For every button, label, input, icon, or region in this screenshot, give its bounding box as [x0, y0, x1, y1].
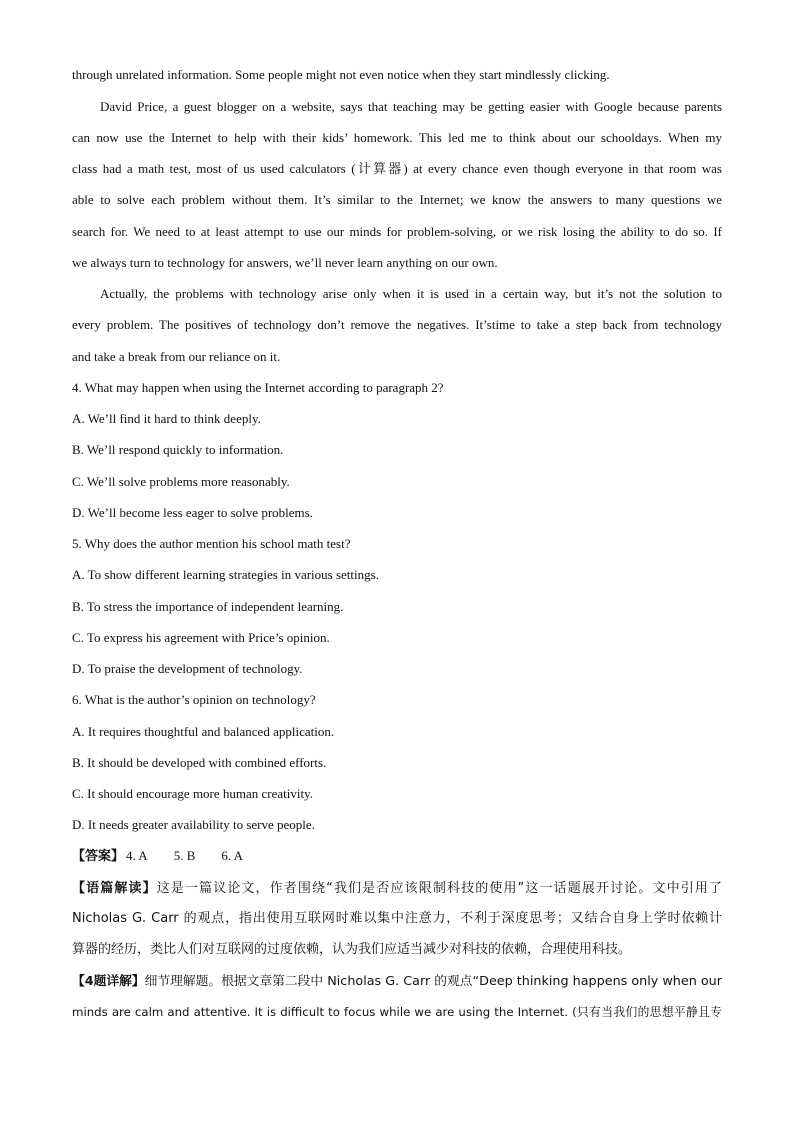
- question-6-option-a: A. It requires thoughtful and balanced application.: [72, 724, 335, 739]
- detail-4-line: [72, 973, 722, 989]
- question-4-stem: 4. What may happen when using the Internet according to paragraph 2?: [72, 380, 444, 395]
- analysis-text: 这是一篇议论文，作者围绕“我们是否应该限制科技的使用”这一话题展开讨论。文中引用了: [156, 881, 722, 896]
- question-4-option-a: A. We’ll find it hard to think deeply.: [72, 411, 261, 426]
- paragraph-3-line: can now use the Internet to help with their kids’ homework. This led me to think about our schooldays. When my: [72, 130, 722, 145]
- question-6-option-c: C. It should encourage more human creativity.: [72, 786, 314, 801]
- paragraph-4-line: Actually, the problems with technology arise only when it is used in a certain way, but it’s not the solution to: [100, 286, 722, 301]
- detail-4-line: minds are calm and attentive. It is difficult to focus while we are using the Internet. (只有当我们的思想平静且专: [72, 1005, 722, 1019]
- question-6-option-d: D. It needs greater availability to serve people.: [72, 817, 315, 832]
- answer-4: 4. A: [126, 848, 148, 863]
- paragraph-3-line: search for. We need to at least attempt to use our minds for problem-solving, or we risk losing the ability to do so. If: [72, 224, 722, 239]
- analysis-line: 算器的经历，类比人们对互联网的过度依赖，认为我们应适当减少对科技的依赖，合理使用科技。: [72, 942, 632, 957]
- paragraph-3-line: able to solve each problem without them. It’s similar to the Internet; we know the answers to many questions we: [72, 192, 722, 207]
- question-6-option-b: B. It should be developed with combined efforts.: [72, 755, 327, 770]
- detail-4-text: 细节理解题。根据文章第二段中 Nicholas G. Carr 的观点“Deep thinking happens only when our: [144, 974, 722, 989]
- paragraph-4-line: every problem. The positives of technology don’t remove the negatives. It’stime to take a step back from technology: [72, 317, 722, 332]
- question-4-option-b: B. We’ll respond quickly to information.: [72, 442, 284, 457]
- answer-6: 6. A: [221, 848, 244, 863]
- paragraph-1-tail: through unrelated information. Some people might not even notice when they start mindlessly clicking.: [72, 67, 610, 82]
- detail-4-label: 【4题详解】: [72, 974, 145, 989]
- analysis-line: Nicholas G. Carr 的观点，指出使用互联网时难以集中注意力，不利于深度思考；又结合自身上学时依赖计: [72, 911, 722, 926]
- paragraph-3-line: class had a math test, most of us used calculators (计算器) at every chance even though everyone in that room was: [72, 161, 722, 176]
- paragraph-3-line: we always turn to technology for answers, we’ll never learn anything on our own.: [72, 255, 498, 270]
- question-5-option-a: A. To show different learning strategies in various settings.: [72, 567, 379, 582]
- answer-line: [72, 848, 722, 864]
- question-4-option-d: D. We’ll become less eager to solve problems.: [72, 505, 313, 520]
- paragraph-4-line: and take a break from our reliance on it.: [72, 349, 281, 364]
- answer-label: 【答案】: [72, 849, 125, 864]
- question-5-stem: 5. Why does the author mention his school math test?: [72, 536, 351, 551]
- analysis-label: 【语篇解读】: [72, 881, 157, 896]
- question-5-option-b: B. To stress the importance of independent learning.: [72, 599, 344, 614]
- question-5-option-c: C. To express his agreement with Price’s opinion.: [72, 630, 330, 645]
- question-5-option-d: D. To praise the development of technology.: [72, 661, 303, 676]
- analysis-line: [72, 880, 722, 896]
- paragraph-3-line: David Price, a guest blogger on a website, says that teaching may be getting easier with Google because parents: [100, 99, 722, 114]
- question-6-stem: 6. What is the author’s opinion on technology?: [72, 692, 316, 707]
- question-4-option-c: C. We’ll solve problems more reasonably.: [72, 474, 290, 489]
- answer-5: 5. B: [173, 848, 196, 863]
